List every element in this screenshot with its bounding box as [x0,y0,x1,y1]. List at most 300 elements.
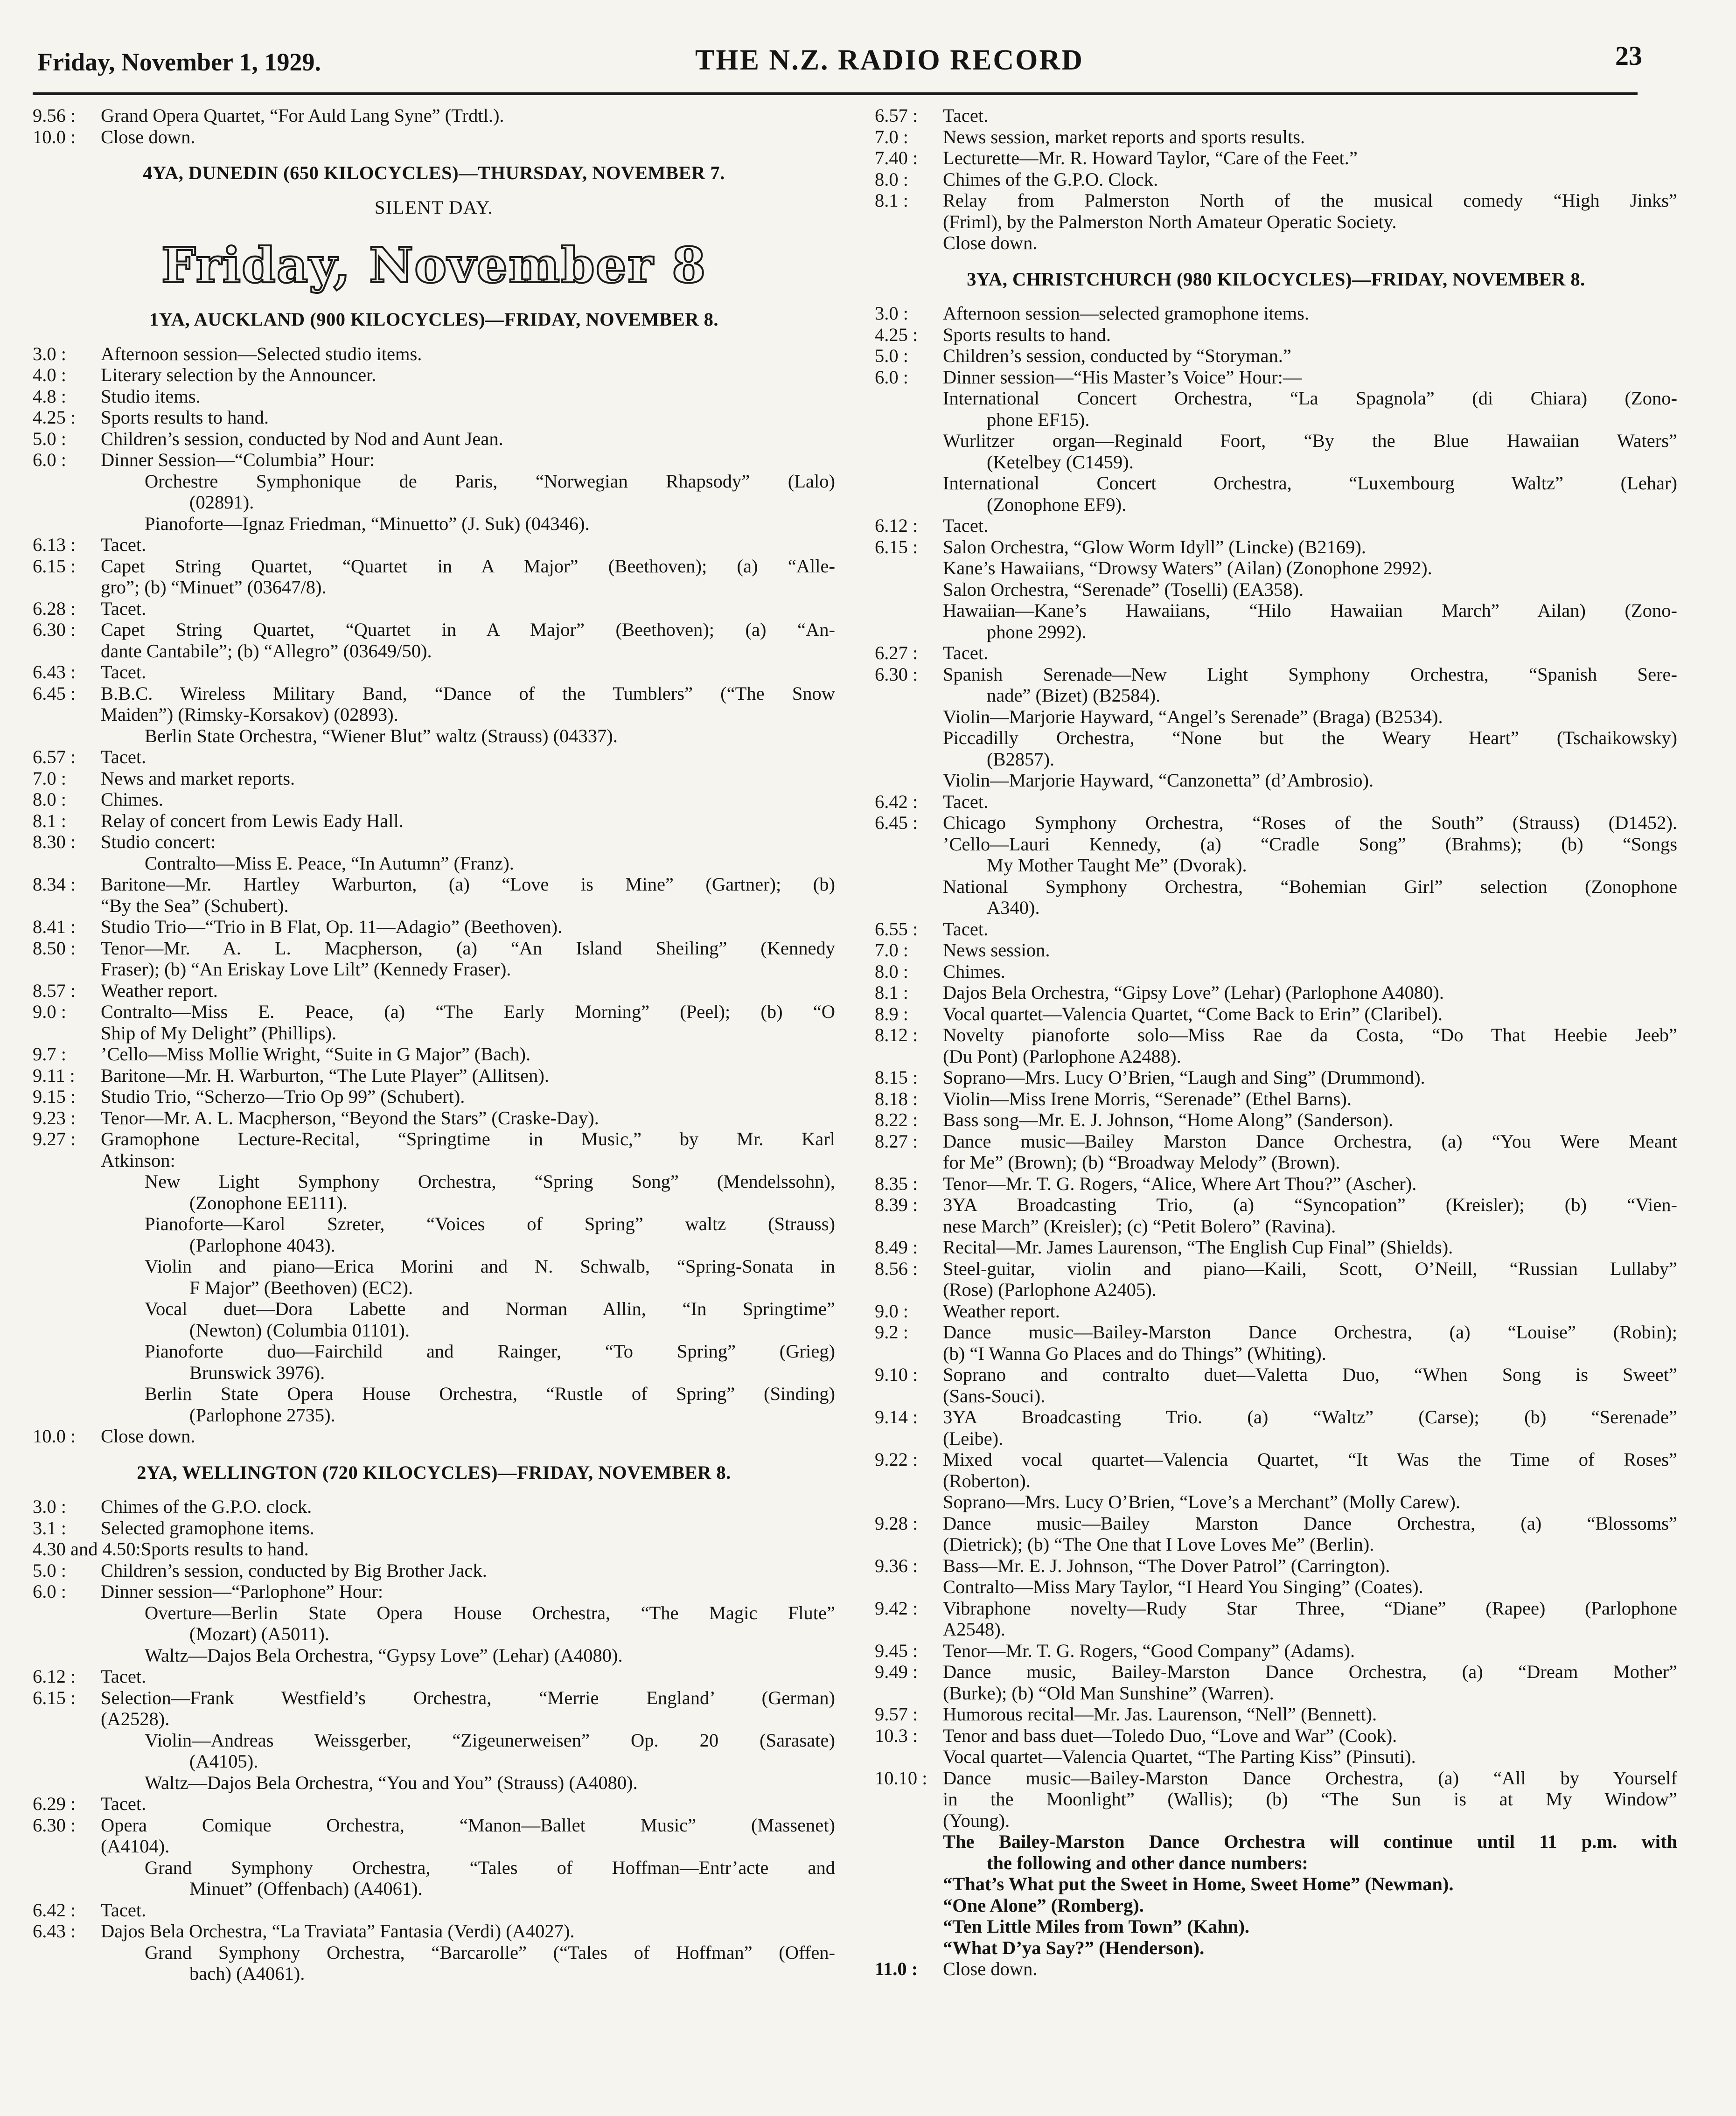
entry-continuation [875,770,1677,791]
entry-time: 6.45 : [33,682,76,704]
dance-number-note [875,1831,1677,1852]
entry-continuation [875,727,1677,749]
program-entry [33,980,835,1002]
entry-time: 8.27 : [875,1130,918,1152]
entry-continuation [33,1256,835,1277]
entry-time: 6.42 : [875,791,918,812]
entry-text: News session, market reports and sports results. [943,126,1305,147]
program-entry [33,789,835,810]
program-entry [875,812,1677,834]
program-entry [33,1687,835,1709]
entry-continuation [33,895,835,917]
entry-text: nade” (Bizet) (B2584). [987,685,1161,706]
program-entry [875,919,1677,940]
entry-time: 9.15 : [33,1086,76,1107]
silent-day-note: SILENT DAY. [374,196,494,218]
entry-continuation [875,621,1677,643]
entry-text: Bass song—Mr. E. J. Johnson, “Home Along” (Sanderson). [943,1109,1394,1130]
entry-text: “What D’ya Say?” (Henderson). [943,1937,1205,1958]
entry-text: “One Alone” (Romberg). [943,1894,1144,1916]
entry-text: Opera Comique Orchestra, “Manon—Ballet Music” (Massenet) [101,1814,835,1836]
header-rule [33,92,1638,95]
program-entry [33,1666,835,1687]
program-entry [875,1003,1677,1025]
entry-continuation [33,959,835,980]
entry-time: 8.9 : [875,1003,909,1024]
entry-text: Weather report. [943,1300,1060,1322]
entry-text: Chimes. [101,789,163,810]
entry-continuation [875,232,1677,254]
entry-text: Tacet. [101,534,146,555]
program-entry [33,1426,835,1447]
entry-continuation [33,1942,835,1963]
entry-text: nese March” (Kreisler); (c) “Petit Bolero” (Ravina). [943,1215,1336,1237]
entry-text: Pianoforte—Karol Szreter, “Voices of Spring” waltz (Strauss) [145,1213,835,1234]
program-entry [33,1086,835,1107]
entry-time: 9.23 : [33,1107,76,1128]
entry-text: (Ketelbey (C1459). [987,451,1134,473]
entry-continuation [875,834,1677,855]
entry-text: Soprano—Mrs. Lucy O’Brien, “Love’s a Merchant” (Molly Carew). [943,1491,1460,1512]
entry-time: 3.1 : [33,1517,67,1538]
entry-continuation [33,471,835,492]
entry-text: “Ten Little Miles from Town” (Kahn). [943,1916,1250,1937]
entry-text: Children’s session, conducted by “Storyman.” [943,345,1291,366]
program-entry [875,1194,1677,1216]
entry-text: International Concert Orchestra, “La Spagnola” (di Chiara) (Zono- [943,388,1677,409]
entry-text: My Mother Taught Me” (Dvorak). [987,855,1247,876]
entry-text: Wurlitzer organ—Reginald Foort, “By the Blue Hawaiian Waters” [943,430,1677,451]
entry-text: bach) (A4061). [189,1963,305,1984]
entry-text: Studio items. [101,385,201,407]
entry-time: 8.57 : [33,980,76,1001]
entry-text: A340). [987,897,1040,918]
entry-time: 8.15 : [875,1067,918,1088]
program-entry [875,1258,1677,1280]
entry-continuation [875,430,1677,452]
entry-continuation [33,1341,835,1362]
entry-continuation [875,1046,1677,1067]
program-entry [33,810,835,832]
entry-time: 4.0 : [33,364,67,385]
entry-continuation [875,876,1677,898]
entry-time: 6.43 : [33,1921,76,1942]
entry-time: 6.29 : [33,1793,76,1814]
entry-continuation [33,1836,835,1857]
entry-continuation [33,704,835,725]
program-entry [875,1406,1677,1428]
entry-continuation [875,1279,1677,1301]
entry-time: 10.3 : [875,1725,918,1746]
entry-text: Mixed vocal quartet—Valencia Quartet, “It Was the Time of Roses” [943,1449,1677,1470]
entry-text: (Mozart) (A5011). [189,1623,329,1644]
entry-continuation [875,211,1677,233]
program-entry [33,1065,835,1086]
entry-continuation [875,1576,1677,1598]
program-entry [875,1640,1677,1662]
entry-text: Tenor—Mr. T. G. Rogers, “Good Company” (Adams). [943,1640,1355,1661]
program-entry [875,791,1677,813]
entry-time: 7.0 : [875,126,909,147]
entry-continuation [33,513,835,535]
entry-time: 10.10 : [875,1767,927,1789]
entry-text: Atkinson: [101,1149,175,1171]
program-entry [33,619,835,640]
left-column [33,105,835,2102]
entry-continuation [33,853,835,874]
entry-text: Spanish Serenade—New Light Symphony Orchestra, “Spanish Sere- [943,663,1677,685]
entry-text: Fraser); (b) “An Eriskay Love Lilt” (Kennedy Fraser). [101,959,511,980]
entry-text: News session. [943,940,1050,961]
program-entry [33,1001,835,1023]
entry-text: Grand Opera Quartet, “For Auld Lang Syne” (Trdtl.). [101,105,504,126]
entry-text: Tenor—Mr. A. L. Macpherson, “Beyond the Stars” (Craske-Day). [101,1107,599,1128]
program-entry [33,938,835,959]
entry-time: 4.25 : [33,407,76,428]
entry-text: Close down. [943,1958,1038,1979]
entry-continuation [33,1235,835,1256]
program-entry [875,1598,1677,1619]
entry-text: Dinner Session—“Columbia” Hour: [101,449,375,470]
program-entry [875,940,1677,961]
entry-continuation [875,1683,1677,1704]
entry-continuation [33,1171,835,1192]
entry-continuation [33,1751,835,1772]
entry-text: New Light Symphony Orchestra, “Spring Song” (Mendelssohn), [145,1171,835,1192]
entry-text: Overture—Berlin State Opera House Orchestra, “The Magic Flute” [145,1602,835,1623]
entry-text: Selection—Frank Westfield’s Orchestra, “Merrie England’ (German) [101,1687,835,1708]
entry-time: 6.30 : [33,619,76,640]
program-entry [33,1900,835,1921]
entry-text: Vocal quartet—Valencia Quartet, “Come Back to Erin” (Claribel). [943,1003,1443,1024]
entry-continuation [33,1730,835,1751]
entry-time: 9.57 : [875,1704,918,1725]
entry-time: 8.49 : [875,1237,918,1258]
entry-text: National Symphony Orchestra, “Bohemian Girl” selection (Zonophone [943,876,1677,897]
program-entry [33,874,835,895]
entry-text: Steel-guitar, violin and piano—Kaili, Scott, O’Neill, “Russian Lullaby” [943,1258,1677,1279]
entry-text: Gramophone Lecture-Recital, “Springtime in Music,” by Mr. Karl [101,1128,835,1149]
entry-text: Capet String Quartet, “Quartet in A Major” (Beethoven); (a) “Alle- [101,555,835,577]
entry-text: Children’s session, conducted by Nod and Aunt Jean. [101,428,503,449]
entry-text: Grand Symphony Orchestra, “Tales of Hoffman—Entr’acte and [145,1857,835,1878]
program-entry [33,661,835,683]
entry-text: (B2857). [987,748,1055,770]
program-entry [875,105,1677,126]
entry-time: 6.30 : [875,663,918,685]
entry-text: (Friml), by the Palmerston North Amateur Operatic Society. [943,211,1397,232]
day-heading: Friday, November 8 [161,237,707,294]
entry-continuation [875,855,1677,876]
entry-text: News and market reports. [101,767,295,789]
entry-text: Dajos Bela Orchestra, “La Traviata” Fantasia (Verdi) (A4027). [101,1921,575,1942]
entry-text: (Young). [943,1810,1010,1831]
program-entry [875,642,1677,664]
entry-continuation [33,1878,835,1900]
entry-text: Violin and piano—Erica Morini and N. Schwalb, “Spring-Sonata in [145,1256,835,1277]
entry-text: Pianoforte—Ignaz Friedman, “Minuetto” (J. Suk) (04346). [145,513,590,534]
entry-time: 3.0 : [33,1496,67,1517]
program-entry [875,1173,1677,1195]
entry-text: Kane’s Hawaiians, “Drowsy Waters” (Ailan) (Zonophone 2992). [943,557,1432,578]
entry-text: (Newton) (Columbia 01101). [189,1319,410,1341]
station-heading: 3YA, CHRISTCHURCH (980 KILOCYCLES)—FRIDAY, NOVEMBER 8. [967,268,1585,290]
program-entry [875,1364,1677,1385]
program-entry [875,1768,1677,1789]
entry-text: Chimes of the G.P.O. Clock. [943,168,1158,190]
entry-text: “By the Sea” (Schubert). [101,895,289,916]
entry-text: ’Cello—Miss Mollie Wright, “Suite in G Major” (Bach). [101,1044,531,1065]
entry-continuation [33,1320,835,1341]
entry-continuation [875,706,1677,728]
entry-text: Violin—Miss Irene Morris, “Serenade” (Ethel Barns). [943,1088,1352,1109]
entry-time: 5.0 : [33,428,67,449]
entry-continuation [33,725,835,747]
entry-time: 8.0 : [875,168,909,190]
entry-text: (02891). [189,492,254,513]
entry-text: dante Cantabile”; (b) “Allegro” (03649/50). [101,640,432,661]
entry-text: (Leibe). [943,1427,1004,1449]
entry-text: Berlin State Orchestra, “Wiener Blut” waltz (Strauss) (04337). [145,725,618,746]
entry-text: Literary selection by the Announcer. [101,364,376,385]
entry-time: 9.49 : [875,1661,918,1682]
program-entry [875,1704,1677,1725]
entry-text: phone 2992). [987,621,1087,642]
entry-continuation [33,1277,835,1299]
program-entry [875,1109,1677,1131]
entry-text: (Du Pont) (Parlophone A2488). [943,1045,1181,1067]
entry-time: 9.11 : [33,1065,75,1086]
program-entry [33,407,835,428]
entry-text: Sports results to hand. [140,1538,309,1559]
entry-time: 9.7 : [33,1044,67,1065]
entry-text: (b) “I Wanna Go Places and do Things” (Whiting). [943,1343,1326,1364]
entry-continuation [875,897,1677,919]
entry-text: Vibraphone novelty—Rudy Star Three, “Diane” (Rapee) (Parlophone [943,1597,1677,1619]
entry-text: Soprano—Mrs. Lucy O’Brien, “Laugh and Sing” (Drummond). [943,1067,1425,1088]
entry-time: 10.0 : [33,1426,76,1447]
entry-time: 9.22 : [875,1449,918,1470]
entry-text: (Burke); (b) “Old Man Sunshine” (Warren). [943,1682,1274,1704]
entry-continuation [33,640,835,662]
program-entry [33,1128,835,1150]
entry-text: Waltz—Dajos Bela Orchestra, “Gypsy Love” (Lehar) (A4080). [145,1644,623,1666]
program-entry [33,449,835,471]
entry-text: Studio concert: [101,831,216,852]
masthead-title: THE N.Z. RADIO RECORD [695,44,1084,76]
entry-text: Children’s session, conducted by Big Brother Jack. [101,1559,487,1581]
entry-continuation [875,579,1677,600]
program-entry [33,105,835,126]
entry-continuation [875,1216,1677,1237]
entry-text: Novelty pianoforte solo—Miss Rae da Costa, “Do That Heebie Jeeb” [943,1024,1677,1045]
entry-text: 3YA Broadcasting Trio. (a) “Waltz” (Carse); (b) “Serenade” [943,1406,1677,1427]
entry-text: Tacet. [943,918,989,940]
entry-time: 8.30 : [33,831,76,852]
entry-time: 8.0 : [33,789,67,810]
station-heading: 1YA, AUCKLAND (900 KILOCYCLES)—FRIDAY, NOVEMBER 8. [149,309,718,330]
entry-continuation [33,1708,835,1730]
program-entry [875,303,1677,324]
entry-text: Tacet. [943,515,989,536]
entry-text: Tacet. [943,791,989,812]
entry-text: for Me” (Brown); (b) “Broadway Melody” (Brown). [943,1152,1340,1173]
entry-continuation [875,388,1677,409]
entry-text: Tenor—Mr. A. L. Macpherson, (a) “An Island Sheiling” (Kennedy [101,937,835,959]
entry-time: 6.13 : [33,534,76,555]
entry-text: Contralto—Miss E. Peace, “In Autumn” (Franz). [145,852,514,874]
entry-text: “That’s What put the Sweet in Home, Sweet Home” (Newman). [943,1873,1454,1894]
program-entry [33,1107,835,1129]
entry-text: Humorous recital—Mr. Jas. Laurenson, “Nell” (Bennett). [943,1704,1377,1725]
program-entry [875,1661,1677,1683]
program-entry [33,343,835,365]
entry-continuation [33,1362,835,1384]
entry-text: Afternoon session—selected gramophone items. [943,303,1310,324]
entry-text: Dance music, Bailey-Marston Dance Orchestra, (a) “Dream Mother” [943,1661,1677,1682]
entry-time: 8.1 : [875,982,909,1003]
program-entry [875,190,1677,211]
program-entry [875,1301,1677,1322]
entry-continuation [33,1623,835,1645]
entry-text: the following and other dance numbers: [987,1852,1308,1873]
entry-text: Sports results to hand. [943,324,1111,345]
entry-text: Chicago Symphony Orchestra, “Roses of the South” (Strauss) (D1452). [943,812,1677,833]
entry-text: Studio Trio, “Scherzo—Trio Op 99” (Schubert). [101,1086,465,1107]
entry-continuation [33,1150,835,1171]
entry-text: Dance music—Bailey Marston Dance Orchestra, (a) “You Were Meant [943,1130,1677,1152]
dance-number-note [875,1916,1677,1937]
entry-text: Relay from Palmerston North of the musical comedy “High Jinks” [943,190,1677,211]
entry-text: Sports results to hand. [101,407,269,428]
entry-time: 8.56 : [875,1258,918,1279]
entry-text: Violin—Marjorie Hayward, “Angel’s Serenade” (Braga) (B2534). [943,706,1443,727]
entry-continuation [875,1619,1677,1640]
entry-text: Tenor and bass duet—Toledo Duo, “Love and War” (Cook). [943,1725,1397,1746]
entry-time: 9.56 : [33,105,76,126]
entry-continuation [875,600,1677,621]
entry-time: 6.15 : [33,1687,76,1708]
entry-continuation [33,1192,835,1214]
entry-text: ’Cello—Lauri Kennedy, (a) “Cradle Song” (Brahms); (b) “Songs [943,833,1677,855]
station-heading: 4YA, DUNEDIN (650 KILOCYCLES)—THURSDAY, NOVEMBER 7. [143,162,725,183]
entry-time: 9.42 : [875,1597,918,1619]
entry-text: Dance music—Bailey-Marston Dance Orchestra, (a) “All by Yourself [943,1767,1677,1789]
entry-text: Soprano and contralto duet—Valetta Duo, “When Song is Sweet” [943,1364,1677,1385]
entry-time: 6.43 : [33,661,76,682]
entry-text: B.B.C. Wireless Military Band, “Dance of the Tumblers” (“The Snow [101,682,835,704]
entry-time: 3.0 : [875,303,909,324]
entry-text: Tacet. [943,105,989,126]
entry-text: F Major” (Beethoven) (EC2). [189,1277,413,1298]
entry-continuation [875,1428,1677,1449]
entry-text: Close down. [101,1426,195,1447]
entry-time: 6.0 : [33,449,67,470]
entry-text: 3YA Broadcasting Trio, (a) “Syncopation” (Kreisler); (b) “Vien- [943,1194,1677,1215]
entry-time: 8.50 : [33,937,76,959]
entry-continuation [875,1152,1677,1173]
entry-text: (Sans-Souci). [943,1385,1046,1406]
program-entry [33,1538,835,1560]
program-entry [875,367,1677,388]
entry-time: 9.0 : [33,1001,67,1022]
entry-continuation [33,1772,835,1794]
entry-time: 9.14 : [875,1406,918,1427]
program-entry [33,1560,835,1581]
entry-time: 9.27 : [33,1128,76,1149]
entry-text: Capet String Quartet, “Quartet in A Major” (Beethoven); (a) “An- [101,619,835,640]
program-entry [33,1815,835,1836]
program-entry [33,746,835,768]
entry-time: 8.22 : [875,1109,918,1130]
entry-continuation [33,1602,835,1624]
entry-text: International Concert Orchestra, “Luxembourg Waltz” (Lehar) [943,473,1677,494]
entry-text: Dajos Bela Orchestra, “Gipsy Love” (Lehar) (Parlophone A4080). [943,982,1444,1003]
entry-text: Brunswick 3976). [189,1362,325,1383]
entry-text: Pianoforte duo—Fairchild and Rainger, “To Spring” (Grieg) [145,1341,835,1362]
page-header [33,40,1642,91]
entry-text: Dinner session—“His Master’s Voice” Hour:— [943,366,1302,388]
entry-time: 6.27 : [875,642,918,663]
entry-text: Tenor—Mr. T. G. Rogers, “Alice, Where Art Thou?” (Ascher). [943,1173,1417,1194]
entry-text: Salon Orchestra, “Glow Worm Idyll” (Lincke) (B2169). [943,536,1366,557]
program-entry [33,768,835,789]
entry-text: Dinner session—“Parlophone” Hour: [101,1581,383,1602]
program-entry [33,916,835,938]
program-entry [33,386,835,407]
entry-time: 8.0 : [875,961,909,982]
entry-continuation [875,1343,1677,1364]
entry-time: 4.30 and 4.50: [33,1538,141,1559]
program-entry [875,147,1677,169]
entry-time: 9.28 : [875,1512,918,1534]
station-heading: 2YA, WELLINGTON (720 KILOCYCLES)—FRIDAY, NOVEMBER 8. [137,1462,731,1483]
entry-text: (Parlophone 4043). [189,1234,335,1256]
program-entry [875,961,1677,982]
entry-text: Studio Trio—“Trio in B Flat, Op. 11—Adagio” (Beethoven). [101,916,563,937]
entry-time: 9.0 : [875,1300,909,1322]
program-entry [33,1793,835,1815]
entry-time: 7.40 : [875,147,918,168]
entry-text: Tacet. [101,1793,146,1814]
dance-number-note [875,1895,1677,1916]
entry-time: 6.28 : [33,598,76,619]
program-entry [875,982,1677,1003]
entry-text: Contralto—Miss Mary Taylor, “I Heard You Singing” (Coates). [943,1576,1423,1597]
entry-time: 5.0 : [33,1559,67,1581]
entry-time: 8.18 : [875,1088,918,1109]
entry-continuation [33,1023,835,1044]
entry-continuation [875,1810,1677,1831]
entry-time: 7.0 : [875,940,909,961]
entry-text: Lecturette—Mr. R. Howard Taylor, “Care of the Feet.” [943,147,1358,168]
entry-text: (A2528). [101,1708,170,1729]
entry-time: 8.34 : [33,874,76,895]
right-column [875,105,1677,2102]
entry-text: Baritone—Mr. H. Warburton, “The Lute Player” (Allitsen). [101,1065,549,1086]
entry-continuation [875,1746,1677,1768]
entry-text: Violin—Marjorie Hayward, “Canzonetta” (d’Ambrosio). [943,770,1374,791]
entry-continuation [33,1383,835,1405]
program-entry [875,1958,1677,1980]
program-entry [875,1513,1677,1534]
entry-text: Relay of concert from Lewis Eady Hall. [101,810,404,831]
entry-text: Hawaiian—Kane’s Hawaiians, “Hilo Hawaiian March” Ailan) (Zono- [943,600,1677,621]
entry-continuation [875,1470,1677,1492]
program-entry [33,1044,835,1065]
entry-text: Minuet” (Offenbach) (A4061). [189,1878,423,1899]
entry-time: 6.0 : [33,1581,67,1602]
